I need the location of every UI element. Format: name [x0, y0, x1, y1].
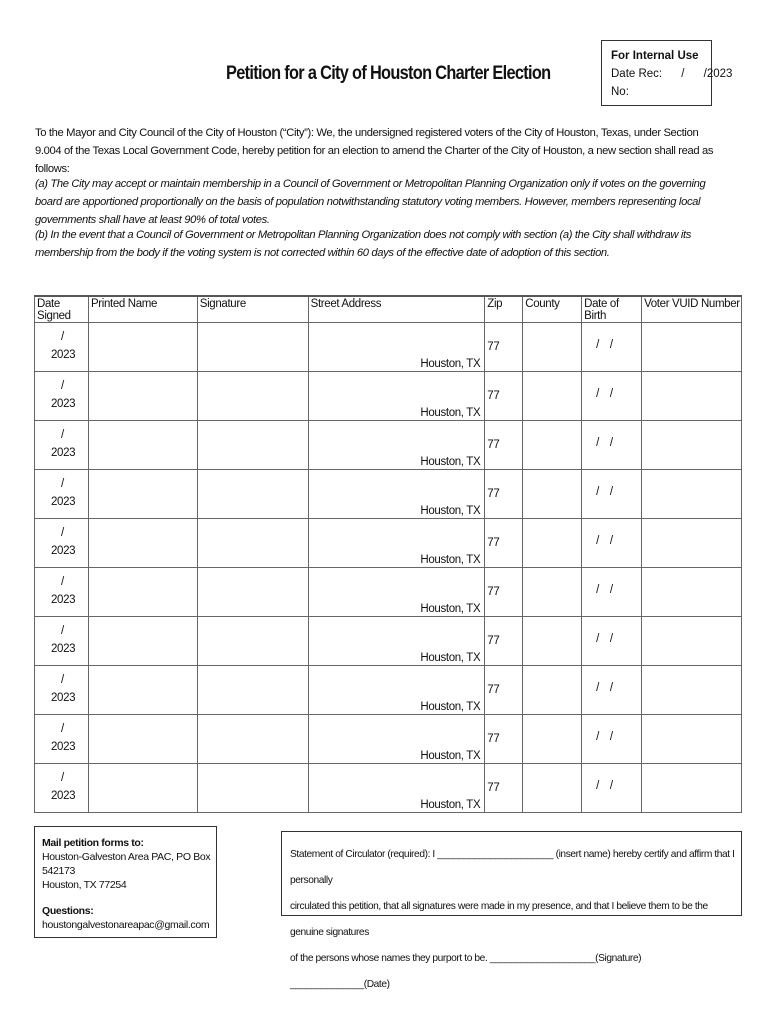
table-header-row — [35, 296, 742, 323]
signature-cell[interactable] — [197, 617, 308, 666]
circulator-line3: of the persons whose names they purport to be. ____________________(Signature) ______________(Date) — [290, 953, 642, 990]
signature-cell[interactable] — [197, 715, 308, 764]
date-year: 2023 — [51, 398, 76, 410]
city-state: Houston, TX — [420, 701, 481, 713]
date-year: 2023 — [51, 447, 76, 459]
date-of-birth-cell[interactable] — [582, 715, 642, 764]
printed-name-cell[interactable] — [88, 666, 197, 715]
printed-name-cell[interactable] — [88, 470, 197, 519]
date-of-birth-cell[interactable] — [582, 764, 642, 813]
zip-prefix: 77 — [487, 390, 500, 402]
circulator-statement-box — [281, 831, 742, 990]
page-title: Petition for a City of Houston Charter Election — [226, 63, 551, 84]
table-row — [35, 372, 742, 421]
printed-name-cell[interactable] — [88, 421, 197, 470]
date-signed-cell[interactable] — [35, 470, 89, 519]
zip-cell[interactable] — [485, 323, 523, 372]
date-slash: / — [61, 478, 64, 490]
zip-cell[interactable] — [485, 519, 523, 568]
date-year: 2023 — [51, 692, 76, 704]
section-b-paragraph: (b) In the event that a Council of Government or Metropolitan Planning Organization does not comply with section (a) the City shall withdraw its membership from the body if the voting system is not corrected within 60 days of the effective date of adoption of this section. — [35, 229, 692, 259]
city-state: Houston, TX — [420, 505, 481, 517]
date-of-birth-cell[interactable] — [582, 421, 642, 470]
petition-number: No: — [611, 86, 629, 98]
voter-vuid-cell[interactable] — [642, 421, 742, 470]
date-year: 2023 — [51, 741, 76, 753]
date-slash: / — [61, 429, 64, 441]
street-address-cell[interactable] — [308, 519, 485, 568]
date-signed-cell[interactable] — [35, 764, 89, 813]
street-address-cell[interactable] — [308, 421, 485, 470]
zip-cell[interactable] — [485, 666, 523, 715]
table-row — [35, 617, 742, 666]
zip-cell[interactable] — [485, 715, 523, 764]
date-signed-cell[interactable] — [35, 666, 89, 715]
printed-name-cell[interactable] — [88, 519, 197, 568]
date-received: Date Rec: / /2023 — [611, 68, 733, 80]
header-street-address: Street Address — [308, 296, 485, 323]
date-year: 2023 — [51, 594, 76, 606]
voter-vuid-cell[interactable] — [642, 519, 742, 568]
header-zip: Zip — [485, 296, 523, 323]
zip-prefix: 77 — [487, 782, 500, 794]
date-of-birth-cell[interactable] — [582, 323, 642, 372]
table-row — [35, 715, 742, 764]
street-address-cell[interactable] — [308, 764, 485, 813]
date-year: 2023 — [51, 790, 76, 802]
header-printed-name: Printed Name — [88, 296, 197, 323]
county-cell[interactable] — [523, 323, 582, 372]
date-of-birth-cell[interactable] — [582, 519, 642, 568]
circulator-line2: circulated this petition, that all signatures were made in my presence, and that I believe them to be the genuine signatures — [290, 901, 708, 938]
signature-cell[interactable] — [197, 421, 308, 470]
city-state: Houston, TX — [420, 603, 481, 615]
date-year: 2023 — [51, 545, 76, 557]
dob-slashes: / / — [596, 388, 613, 400]
printed-name-cell[interactable] — [88, 764, 197, 813]
date-year: 2023 — [51, 349, 76, 361]
zip-cell[interactable] — [485, 421, 523, 470]
county-cell[interactable] — [523, 764, 582, 813]
signature-cell[interactable] — [197, 519, 308, 568]
internal-use-heading: For Internal Use — [611, 50, 699, 62]
dob-slashes: / / — [596, 339, 613, 351]
date-year: 2023 — [51, 496, 76, 508]
city-state: Houston, TX — [420, 799, 481, 811]
header-signature: Signature — [197, 296, 308, 323]
dob-slashes: / / — [596, 486, 613, 498]
voter-vuid-cell[interactable] — [642, 323, 742, 372]
zip-prefix: 77 — [487, 684, 500, 696]
zip-prefix: 77 — [487, 488, 500, 500]
zip-prefix: 77 — [487, 537, 500, 549]
zip-cell[interactable] — [485, 617, 523, 666]
city-state: Houston, TX — [420, 407, 481, 419]
city-state: Houston, TX — [420, 554, 481, 566]
table-row — [35, 470, 742, 519]
dob-slashes: / / — [596, 780, 613, 792]
table-row — [35, 421, 742, 470]
street-address-cell[interactable] — [308, 617, 485, 666]
signature-cell[interactable] — [197, 323, 308, 372]
county-cell[interactable] — [523, 519, 582, 568]
date-year: 2023 — [51, 643, 76, 655]
circulator-line1: Statement of Circulator (required): I ______________________ (insert name) hereby certify and affirm that I personally — [290, 849, 735, 886]
date-slash: / — [61, 674, 64, 686]
city-state: Houston, TX — [420, 750, 481, 762]
signature-cell[interactable] — [197, 470, 308, 519]
section-a-paragraph: (a) The City may accept or maintain membership in a Council of Government or Metropolitan Planning Organization only if votes on the governing board are apportioned proportionally on the basis of population notwithstanding statutory voting members. However, members representing local governments shall have at least 90% of total votes. — [35, 178, 706, 226]
county-cell[interactable] — [523, 617, 582, 666]
voter-vuid-cell[interactable] — [642, 470, 742, 519]
date-of-birth-cell[interactable] — [582, 666, 642, 715]
voter-vuid-cell[interactable] — [642, 617, 742, 666]
date-signed-cell[interactable] — [35, 568, 89, 617]
contact-email: houstongalvestonareapac@gmail.com — [42, 919, 210, 931]
city-state: Houston, TX — [420, 358, 481, 370]
date-of-birth-cell[interactable] — [582, 372, 642, 421]
dob-slashes: / / — [596, 437, 613, 449]
city-state: Houston, TX — [420, 652, 481, 664]
zip-prefix: 77 — [487, 635, 500, 647]
street-address-cell[interactable] — [308, 470, 485, 519]
printed-name-cell[interactable] — [88, 372, 197, 421]
county-cell[interactable] — [523, 666, 582, 715]
dob-slashes: / / — [596, 682, 613, 694]
date-slash: / — [61, 331, 64, 343]
voter-vuid-cell[interactable] — [642, 568, 742, 617]
signature-cell[interactable] — [197, 568, 308, 617]
county-cell[interactable] — [523, 470, 582, 519]
zip-cell[interactable] — [485, 764, 523, 813]
printed-name-cell[interactable] — [88, 715, 197, 764]
header-voter-vuid: Voter VUID Number — [642, 296, 742, 323]
table-row — [35, 568, 742, 617]
dob-slashes: / / — [596, 633, 613, 645]
printed-name-cell[interactable] — [88, 568, 197, 617]
signature-cell[interactable] — [197, 764, 308, 813]
street-address-cell[interactable] — [308, 568, 485, 617]
mail-info-box — [34, 826, 217, 938]
table-row — [35, 666, 742, 715]
table-row — [35, 764, 742, 813]
county-cell[interactable] — [523, 421, 582, 470]
mail-heading: Mail petition forms to: — [42, 837, 144, 849]
street-address-cell[interactable] — [308, 715, 485, 764]
voter-vuid-cell[interactable] — [642, 764, 742, 813]
voter-vuid-cell[interactable] — [642, 715, 742, 764]
date-slash: / — [61, 527, 64, 539]
internal-use-box — [601, 40, 733, 106]
date-slash: / — [61, 576, 64, 588]
signature-cell[interactable] — [197, 372, 308, 421]
dob-slashes: / / — [596, 535, 613, 547]
voter-vuid-cell[interactable] — [642, 666, 742, 715]
table-row — [35, 323, 742, 372]
zip-prefix: 77 — [487, 341, 500, 353]
county-cell[interactable] — [523, 372, 582, 421]
street-address-cell[interactable] — [308, 666, 485, 715]
date-signed-cell[interactable] — [35, 323, 89, 372]
mail-address-line1: Houston-Galveston Area PAC, PO Box 542173 — [42, 851, 211, 877]
county-cell[interactable] — [523, 568, 582, 617]
mail-address-line2: Houston, TX 77254 — [42, 879, 127, 891]
dob-slashes: / / — [596, 584, 613, 596]
zip-prefix: 77 — [487, 439, 500, 451]
printed-name-cell[interactable] — [88, 323, 197, 372]
header-date-of-birth: Date of Birth — [582, 296, 642, 323]
city-state: Houston, TX — [420, 456, 481, 468]
date-of-birth-cell[interactable] — [582, 568, 642, 617]
zip-prefix: 77 — [487, 733, 500, 745]
zip-cell[interactable] — [485, 372, 523, 421]
voter-vuid-cell[interactable] — [642, 372, 742, 421]
date-slash: / — [61, 625, 64, 637]
intro-paragraph: To the Mayor and City Council of the City of Houston (“City”): We, the undersigned registered voters of the City of Houston, Texas, under Section 9.004 of the Texas Local Government Code, hereby petition for an election to amend the Charter of the City of Houston, a new section shall read as follows: — [35, 127, 714, 175]
date-signed-cell[interactable] — [35, 617, 89, 666]
table-row — [35, 519, 742, 568]
date-signed-cell[interactable] — [35, 372, 89, 421]
date-slash: / — [61, 723, 64, 735]
header-date-signed: Date Signed — [35, 296, 89, 323]
signature-cell[interactable] — [197, 666, 308, 715]
date-slash: / — [61, 380, 64, 392]
dob-slashes: / / — [596, 731, 613, 743]
zip-cell[interactable] — [485, 568, 523, 617]
zip-cell[interactable] — [485, 470, 523, 519]
street-address-cell[interactable] — [308, 323, 485, 372]
zip-prefix: 77 — [487, 586, 500, 598]
date-signed-cell[interactable] — [35, 421, 89, 470]
date-signed-cell[interactable] — [35, 519, 89, 568]
date-of-birth-cell[interactable] — [582, 470, 642, 519]
printed-name-cell[interactable] — [88, 617, 197, 666]
county-cell[interactable] — [523, 715, 582, 764]
date-of-birth-cell[interactable] — [582, 617, 642, 666]
street-address-cell[interactable] — [308, 372, 485, 421]
signature-table — [34, 295, 742, 813]
questions-heading: Questions: — [42, 905, 94, 917]
date-slash: / — [61, 772, 64, 784]
header-county: County — [523, 296, 582, 323]
date-signed-cell[interactable] — [35, 715, 89, 764]
